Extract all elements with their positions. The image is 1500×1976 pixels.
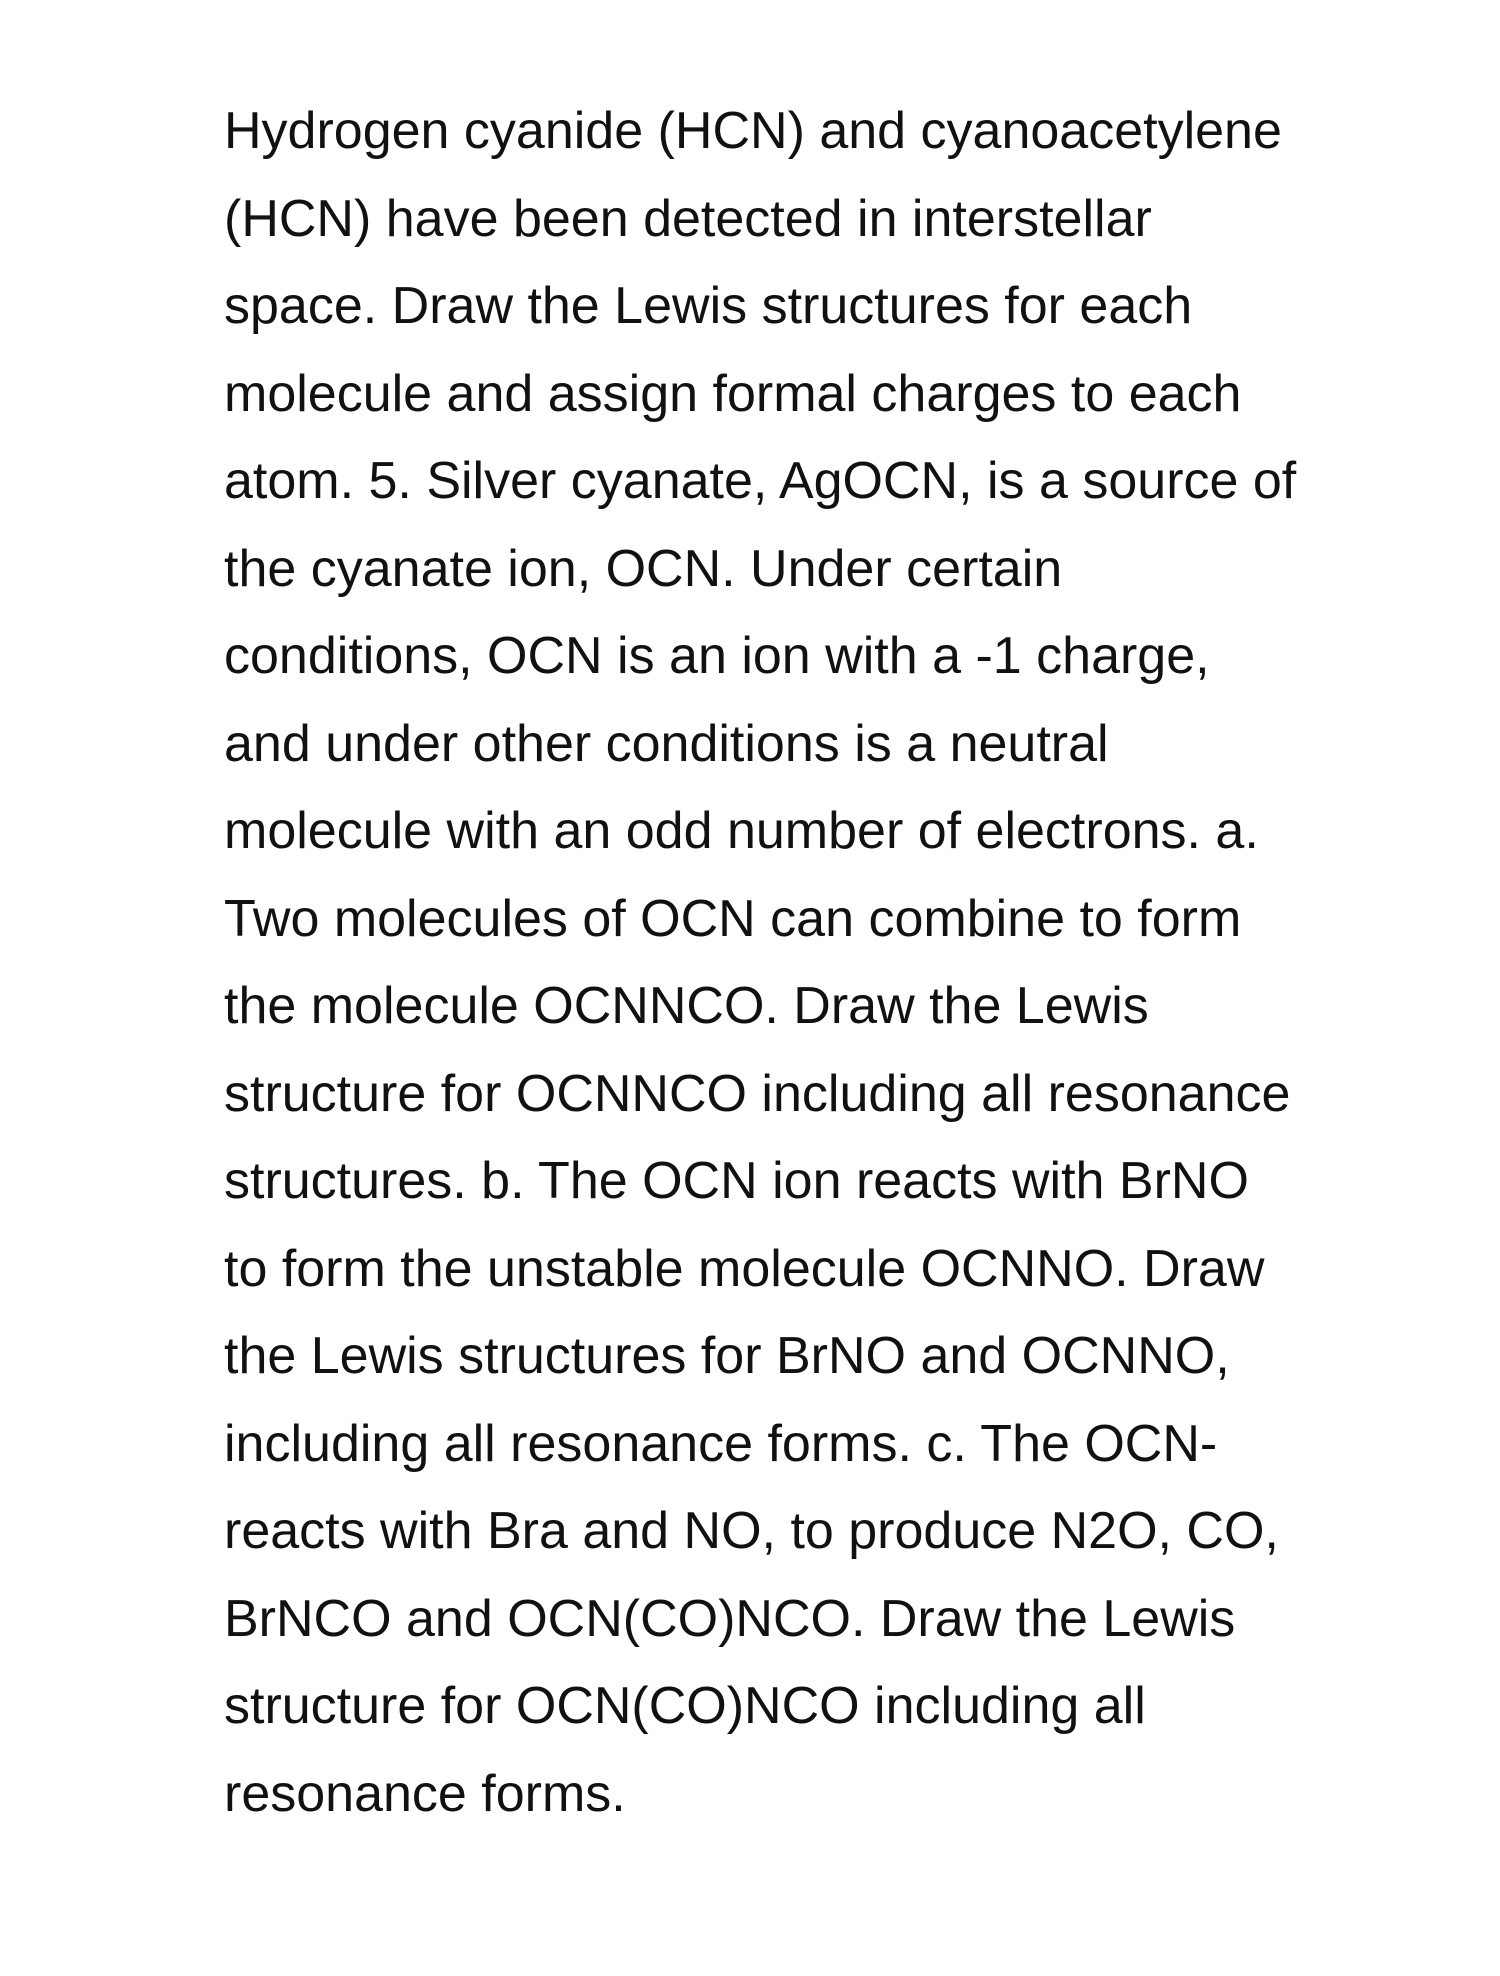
question-line: atom. 5. Silver cyanate, AgOCN, is a source of	[224, 452, 1297, 510]
question-line: BrNCO and OCN(CO)NCO. Draw the Lewis	[224, 1589, 1236, 1648]
question-line: conditions, OCN is an ion with a -1 charge,	[224, 627, 1210, 685]
question-text	[224, 88, 1464, 1838]
question-line: Two molecules of OCN can combine to form	[224, 889, 1242, 948]
question-line: (HCN) have been detected in interstellar	[224, 189, 1152, 248]
question-line: Hydrogen cyanide (HCN) and cyanoacetylene	[224, 102, 1282, 160]
question-line: including all resonance forms. c. The OCN-	[224, 1414, 1218, 1473]
question-line: reacts with Bra and NO, to produce N2O, CO,	[224, 1502, 1279, 1560]
question-line: molecule and assign formal charges to each	[224, 364, 1242, 423]
question-line: the Lewis structures for BrNO and OCNNO,	[224, 1327, 1230, 1385]
question-line: to form the unstable molecule OCNNO. Draw	[224, 1239, 1265, 1298]
question-line: structure for OCN(CO)NCO including all	[224, 1677, 1146, 1735]
question-line: and under other conditions is a neutral	[224, 714, 1109, 773]
question-line: space. Draw the Lewis structures for each	[224, 277, 1193, 335]
question-line: structures. b. The OCN ion reacts with BrNO	[224, 1152, 1249, 1210]
question-line: structure for OCNNCO including all resonance	[224, 1064, 1291, 1123]
question-line: molecule with an odd number of electrons. a.	[224, 802, 1259, 860]
question-line: resonance forms.	[224, 1764, 626, 1823]
question-line: the molecule OCNNCO. Draw the Lewis	[224, 977, 1149, 1035]
question-line: the cyanate ion, OCN. Under certain	[224, 539, 1063, 598]
